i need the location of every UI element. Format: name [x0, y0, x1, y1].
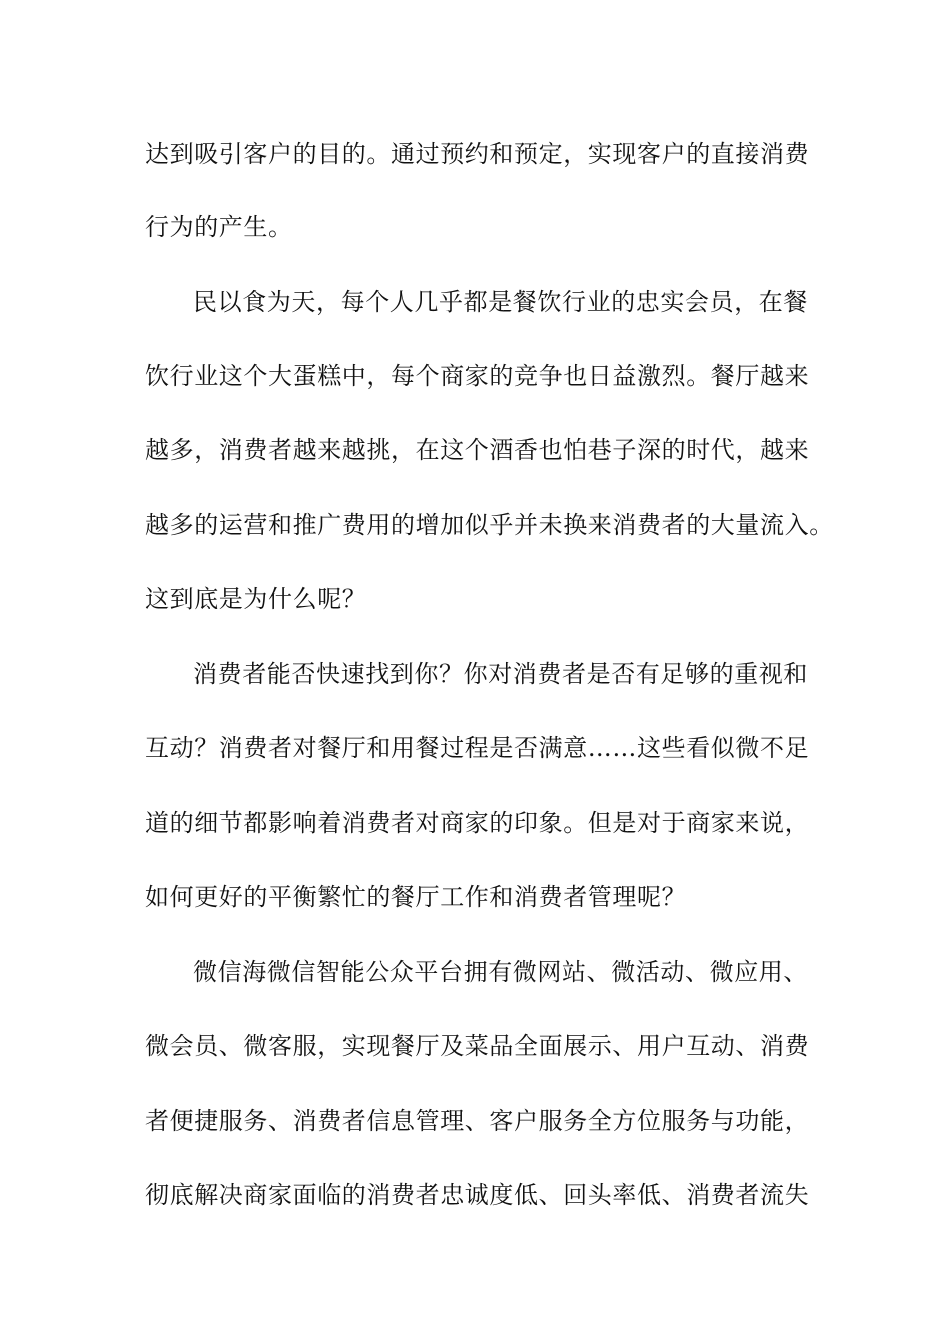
- paragraph-first-line: 消费者能否快速找到你？你对消费者是否有足够的重视和: [193, 660, 808, 688]
- text-line: 行为的产生。: [145, 213, 293, 241]
- text-line: 互动？消费者对餐厅和用餐过程是否满意……这些看似微不足: [145, 734, 810, 762]
- text-line: 道的细节都影响着消费者对商家的印象。但是对于商家来说，: [145, 809, 810, 837]
- text-line: 达到吸引客户的目的。通过预约和预定，实现客户的直接消费: [145, 140, 810, 168]
- text-line: 饮行业这个大蛋糕中，每个商家的竞争也日益激烈。餐厅越来: [145, 362, 810, 390]
- text-line: 者便捷服务、消费者信息管理、客户服务全方位服务与功能，: [145, 1107, 810, 1135]
- text-line: 彻底解决商家面临的消费者忠诚度低、回头率低、消费者流失: [145, 1181, 810, 1209]
- text-line: 如何更好的平衡繁忙的餐厅工作和消费者管理呢？: [145, 883, 687, 911]
- paragraph-first-line: 民以食为天，每个人几乎都是餐饮行业的忠实会员，在餐: [193, 288, 808, 316]
- text-line: 越多的运营和推广费用的增加似乎并未换来消费者的大量流入。: [145, 511, 834, 539]
- text-line: 这到底是为什么呢？: [145, 585, 367, 613]
- text-line: 微会员、微客服，实现餐厅及菜品全面展示、用户互动、消费: [145, 1032, 810, 1060]
- text-line: 越多，消费者越来越挑，在这个酒香也怕巷子深的时代，越来: [145, 436, 810, 464]
- paragraph-first-line: 微信海微信智能公众平台拥有微网站、微活动、微应用、: [193, 958, 808, 986]
